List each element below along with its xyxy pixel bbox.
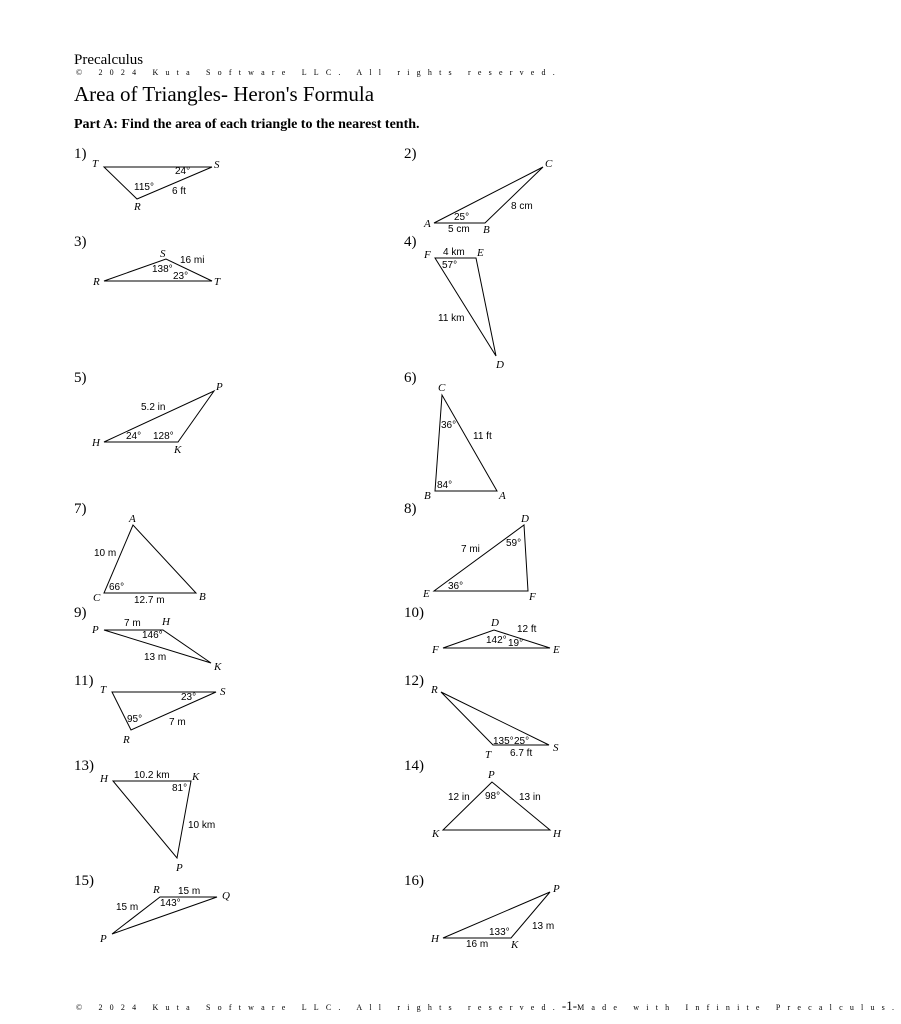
measure-label: 5 cm xyxy=(448,224,470,235)
footer-made-with: Made with Infinite Precalculus. xyxy=(577,1003,901,1012)
measure-label: 12 ft xyxy=(517,624,537,635)
problem-4-number: 4) xyxy=(404,234,417,250)
triangle-2 xyxy=(423,158,553,236)
triangle-5 xyxy=(91,381,223,456)
triangle-8 xyxy=(422,513,536,603)
measure-label: 133° xyxy=(489,927,510,938)
problem-3-number: 3) xyxy=(74,234,87,250)
measure-label: 11 ft xyxy=(473,431,492,442)
vertex-label: K xyxy=(511,939,519,951)
vertex-label: E xyxy=(423,588,430,600)
page-number: -1- xyxy=(561,998,578,1013)
problem-5-number: 5) xyxy=(74,370,87,386)
vertex-label: B xyxy=(483,224,490,236)
measure-label: 10 km xyxy=(188,820,216,831)
vertex-label: E xyxy=(553,644,560,656)
vertex-label: P xyxy=(176,862,183,874)
measure-label: 142° xyxy=(486,635,507,646)
part-a-instructions: Part A: Find the area of each triangle to the nearest tenth. xyxy=(74,117,420,132)
measure-label: 95° xyxy=(127,714,143,725)
vertex-label: A xyxy=(129,513,136,525)
measure-label: 36° xyxy=(441,420,457,431)
vertex-label: K xyxy=(174,444,182,456)
measure-label: 24° xyxy=(175,166,191,177)
vertex-label: H xyxy=(100,773,108,785)
triangle-1 xyxy=(92,158,220,213)
measure-label: 15 m xyxy=(116,902,139,913)
measure-label: 59° xyxy=(506,538,522,549)
vertex-label: H xyxy=(431,933,439,945)
measure-label: 98° xyxy=(485,791,501,802)
measure-label: 19° xyxy=(508,638,524,649)
measure-label: 128° xyxy=(153,431,174,442)
measure-label: 138° xyxy=(152,264,173,275)
measure-label: 13 m xyxy=(532,921,555,932)
vertex-label: T xyxy=(92,158,99,170)
vertex-label: T xyxy=(485,749,492,761)
footer-copyright: © 2024 Kuta Software LLC. All rights reserved. xyxy=(76,1003,562,1012)
vertex-label: R xyxy=(93,276,100,288)
measure-label: 7 mi xyxy=(461,544,480,555)
measure-label: 84° xyxy=(437,480,453,491)
copyright-notice: © 2024 Kuta Software LLC. All rights reserved. xyxy=(76,68,562,77)
vertex-label: A xyxy=(499,490,506,502)
worksheet-title: Area of Triangles- Heron's Formula xyxy=(74,82,375,106)
problem-6-number: 6) xyxy=(404,370,417,386)
measure-label: 13 m xyxy=(144,652,167,663)
triangle-13 xyxy=(99,770,215,874)
problem-16-number: 16) xyxy=(404,873,424,889)
measure-label: 36° xyxy=(448,581,464,592)
measure-label: 12.7 m xyxy=(134,595,165,606)
vertex-label: S xyxy=(220,686,226,698)
vertex-label: K xyxy=(192,771,200,783)
triangle-16 xyxy=(430,883,560,951)
triangle-3 xyxy=(92,248,221,288)
vertex-label: F xyxy=(529,591,536,603)
measure-label: 115° xyxy=(134,182,154,193)
triangle-6 xyxy=(424,382,506,502)
vertex-label: D xyxy=(491,617,499,629)
problem-12-number: 12) xyxy=(404,673,424,689)
vertex-label: B xyxy=(199,591,206,603)
vertex-label: R xyxy=(431,684,438,696)
problem-2-number: 2) xyxy=(404,146,417,162)
measure-label: 10 m xyxy=(94,548,117,559)
vertex-label: R xyxy=(153,884,160,896)
measure-label: 25° xyxy=(514,736,530,747)
vertex-label: P xyxy=(100,933,107,945)
triangle-1-outline xyxy=(104,167,212,199)
measure-label: 6 ft xyxy=(172,186,186,197)
measure-label: 135° xyxy=(493,736,514,747)
vertex-label: K xyxy=(432,828,440,840)
measure-label: 11 km xyxy=(438,313,465,324)
triangle-9 xyxy=(91,616,222,673)
triangle-2-outline xyxy=(434,167,543,223)
vertex-label: H xyxy=(92,437,100,449)
course-name: Precalculus xyxy=(74,52,144,68)
vertex-label: C xyxy=(93,592,101,604)
vertex-label: P xyxy=(92,624,99,636)
vertex-label: S xyxy=(553,742,559,754)
measure-label: 81° xyxy=(172,783,188,794)
vertex-label: F xyxy=(432,644,439,656)
vertex-label: A xyxy=(424,218,431,230)
problem-7-number: 7) xyxy=(74,501,87,517)
measure-label: 5.2 in xyxy=(141,402,166,413)
triangle-14-outline xyxy=(443,782,550,830)
measure-label: 23° xyxy=(173,271,189,282)
triangle-15 xyxy=(99,884,230,945)
vertex-label: C xyxy=(545,158,553,170)
vertex-label: P xyxy=(216,381,223,393)
problem-1-number: 1) xyxy=(74,146,87,162)
vertex-label: H xyxy=(162,616,170,628)
measure-label: 146° xyxy=(142,630,163,641)
vertex-label: S xyxy=(214,159,220,171)
problem-15-number: 15) xyxy=(74,873,94,889)
measure-label: 6.7 ft xyxy=(510,748,533,759)
triangle-11 xyxy=(100,684,226,746)
problem-9-number: 9) xyxy=(74,605,87,621)
measure-label: 143° xyxy=(160,898,181,909)
triangle-6-outline xyxy=(435,395,497,491)
measure-label: 12 in xyxy=(448,792,470,803)
triangle-10 xyxy=(431,617,560,656)
measure-label: 66° xyxy=(109,582,125,593)
vertex-label: D xyxy=(496,359,504,371)
vertex-label: P xyxy=(488,769,495,781)
measure-label: 4 km xyxy=(443,247,465,258)
problem-11-number: 11) xyxy=(74,673,94,689)
vertex-label: S xyxy=(160,248,166,260)
vertex-label: Q xyxy=(222,890,230,902)
measure-label: 25° xyxy=(454,212,470,223)
triangle-14 xyxy=(431,769,562,840)
measure-label: 8 cm xyxy=(511,201,533,212)
measure-label: 13 in xyxy=(519,792,541,803)
vertex-label: C xyxy=(438,382,446,394)
triangle-4 xyxy=(423,247,504,371)
vertex-label: H xyxy=(553,828,561,840)
vertex-label: T xyxy=(100,684,107,696)
measure-label: 23° xyxy=(181,692,197,703)
measure-label: 24° xyxy=(126,431,142,442)
vertex-label: K xyxy=(214,661,222,673)
measure-label: 15 m xyxy=(178,886,201,897)
triangle-7 xyxy=(93,513,206,606)
triangle-12 xyxy=(430,684,559,761)
problem-13-number: 13) xyxy=(74,758,94,774)
vertex-label: D xyxy=(521,513,529,525)
problem-8-number: 8) xyxy=(404,501,417,517)
page-footer xyxy=(76,998,901,1014)
vertex-label: R xyxy=(123,734,130,746)
vertex-label: E xyxy=(477,247,484,259)
vertex-label: T xyxy=(214,276,221,288)
problem-14-number: 14) xyxy=(404,758,424,774)
vertex-label: R xyxy=(134,201,141,213)
measure-label: 7 m xyxy=(169,717,186,728)
measure-label: 16 mi xyxy=(180,255,205,266)
vertex-label: P xyxy=(553,883,560,895)
measure-label: 16 m xyxy=(466,939,489,950)
vertex-label: F xyxy=(424,249,431,261)
triangle-4-outline xyxy=(435,258,496,356)
measure-label: 10.2 km xyxy=(134,770,170,781)
problem-10-number: 10) xyxy=(404,605,424,621)
measure-label: 57° xyxy=(442,260,458,271)
vertex-label: B xyxy=(424,490,431,502)
measure-label: 7 m xyxy=(124,618,141,629)
